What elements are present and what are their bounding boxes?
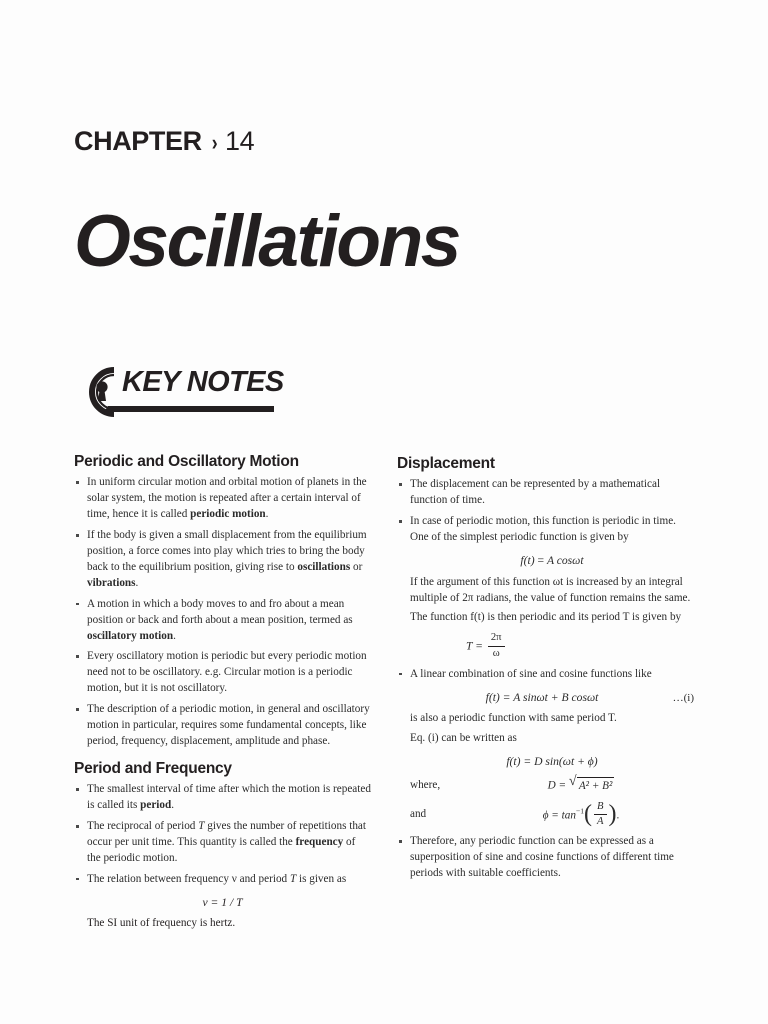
list-item <box>74 649 371 697</box>
bullet-text-run: The relation between frequency <box>87 872 232 885</box>
list-item <box>74 819 371 867</box>
formula-phi-row <box>410 802 694 829</box>
bullet-text-run: The smallest interval of time after which the motion is repeated is called its <box>87 783 371 812</box>
list-item <box>74 702 371 750</box>
text-si-unit-frequency: The SI unit of frequency is hertz. <box>87 917 236 930</box>
chapter-number: 14 <box>225 126 255 156</box>
bullet-text-run: frequency <box>295 835 344 848</box>
formula-phi-exponent: −1 <box>575 806 585 816</box>
bullet-text-run: oscillations <box>297 560 351 573</box>
formula-D-lhs: D = <box>547 779 567 792</box>
page-title: Oscillations <box>74 201 459 282</box>
right-paren: ) <box>608 800 617 827</box>
bullet-text-run: . <box>173 629 176 642</box>
left-column <box>74 452 371 932</box>
bullet-text-run: The description of a periodic motion, in general and oscillatory motion in particular, requires some fundamental concepts, like period, frequency, displacement, amplitude and phase. <box>87 703 370 747</box>
and-label: and <box>410 808 427 821</box>
fraction-two-pi-over-omega <box>488 632 505 659</box>
list-item <box>74 782 371 814</box>
fraction-numerator: 2π <box>488 632 505 646</box>
bullet-text-run: T <box>198 820 205 833</box>
formula-phi-phase <box>468 802 694 829</box>
formula-f-of-t-cos <box>410 553 694 569</box>
list-item <box>397 514 694 661</box>
where-label: where, <box>410 778 441 791</box>
key-notes-label: KEY NOTES <box>122 366 284 398</box>
bullet-text: Therefore, any periodic function can be expressed as a superposition of sine and cosine functions of different time periods with suitable coefficients. <box>410 834 674 879</box>
bullet-text-run: In uniform circular motion and orbital motion of planets in the solar system, the motion is repeated after a certain interval of time, hence it is called <box>87 476 367 521</box>
radicand <box>577 777 615 795</box>
list-item <box>397 477 694 509</box>
bullet-text-run: of the periodic motion. <box>87 835 356 864</box>
fraction-numerator: B <box>594 801 606 815</box>
list-item <box>397 667 694 829</box>
chapter-label: CHAPTER <box>74 126 202 156</box>
bullet-text-run: or <box>350 560 363 573</box>
heading-displacement: Displacement <box>397 455 495 472</box>
list-item <box>74 872 371 888</box>
list-item <box>74 528 371 592</box>
text-also-periodic: is also a periodic function with same period T. <box>410 712 617 725</box>
formula-D-row <box>410 777 694 795</box>
formula-rhs: A cosωt <box>546 554 584 567</box>
bullet-text: A linear combination of sine and cosine functions like <box>410 667 652 680</box>
heading-period-and-frequency: Period and Frequency <box>74 759 232 777</box>
radicand-expression: A² + B² <box>578 779 613 792</box>
bullet-text-run: oscillatory motion <box>87 629 174 642</box>
bullet-text-run: vibrations <box>87 576 136 589</box>
formula-equals: = <box>537 554 545 567</box>
bullet-text-run: . <box>171 799 175 812</box>
left-paren: ( <box>584 800 593 827</box>
bullet-text-run: Every oscillatory motion is periodic but every periodic motion need not to be oscillatory. e.g. Circular motion is a periodic motion, but it is not oscillatory. <box>87 650 367 695</box>
formula-D-amplitude <box>468 777 694 795</box>
list-item <box>74 597 371 645</box>
formula-phi-lhs: ϕ = tan <box>542 808 576 821</box>
list-item <box>397 834 694 882</box>
formula-T-lhs: T = <box>466 639 483 653</box>
formula-lhs: f(t) <box>520 554 535 567</box>
heading-periodic-and-oscillatory-motion: Periodic and Oscillatory Motion <box>74 453 299 470</box>
bullet-text-run: ν <box>231 872 237 885</box>
bullet-text-run: is given as <box>296 872 347 885</box>
key-notes-badge <box>74 362 374 424</box>
chapter-header <box>74 126 254 157</box>
square-root-icon <box>569 777 615 795</box>
list-item <box>74 475 371 523</box>
bullet-text-run: If the body is given a small displacement from the equilibrium position, a force comes into play which tries to bring the body back to the equilibrium position, giving rise to <box>87 529 367 573</box>
bullet-text: The displacement can be represented by a mathematical function of time. <box>410 478 661 507</box>
bullet-text: In case of periodic motion, this function is periodic in time. One of the simplest periodic function is given by <box>410 515 676 544</box>
formula-linear-combination-row <box>410 690 694 707</box>
bullet-text-run: period <box>140 799 172 812</box>
text-function-period: The function f(t) is then periodic and its period T is given by <box>410 611 682 624</box>
bullet-list-periodic-motion <box>74 475 371 750</box>
formula-d-sin-phase: f(t) = D sin(ωt + ϕ) <box>506 755 598 769</box>
right-column <box>397 452 694 932</box>
bullet-text-run: T <box>289 872 297 885</box>
formula-linear-combination: f(t) = A sinωt + B cosωt <box>485 690 599 704</box>
formula-frequency-relation: ν = 1 / T <box>202 895 243 909</box>
bullet-text-run: . <box>135 576 139 589</box>
equation-number: …(i) <box>672 691 694 704</box>
fraction-b-over-a <box>594 801 606 828</box>
chevron-right-icon: › <box>211 130 218 155</box>
bullet-text-run: A motion in which a body moves to and fro about a mean position or back and forth about a mean position, termed as <box>87 597 353 626</box>
bullet-list-period-frequency <box>74 782 371 887</box>
bullet-text-run: . <box>265 508 269 521</box>
bullet-text-run: The reciprocal of period <box>87 820 199 833</box>
text-argument-increment: If the argument of this function ωt is increased by an integral multiple of 2π radians, the value of function remains the same. <box>410 575 691 604</box>
bullet-list-displacement <box>397 477 694 881</box>
formula-period-T <box>410 633 694 660</box>
bullet-text-run: gives the number of repetitions that occur per unit time. This quantity is called the <box>87 820 366 848</box>
bullet-text-run: periodic motion <box>190 508 266 521</box>
text-eq-rewritten: Eq. (i) can be written as <box>410 732 517 745</box>
fraction-denominator: A <box>597 815 604 827</box>
fraction-denominator: ω <box>492 647 500 659</box>
bullet-text-run: and period <box>236 872 290 885</box>
content-columns <box>74 452 694 932</box>
formula-phi-terminator: . <box>616 808 620 821</box>
